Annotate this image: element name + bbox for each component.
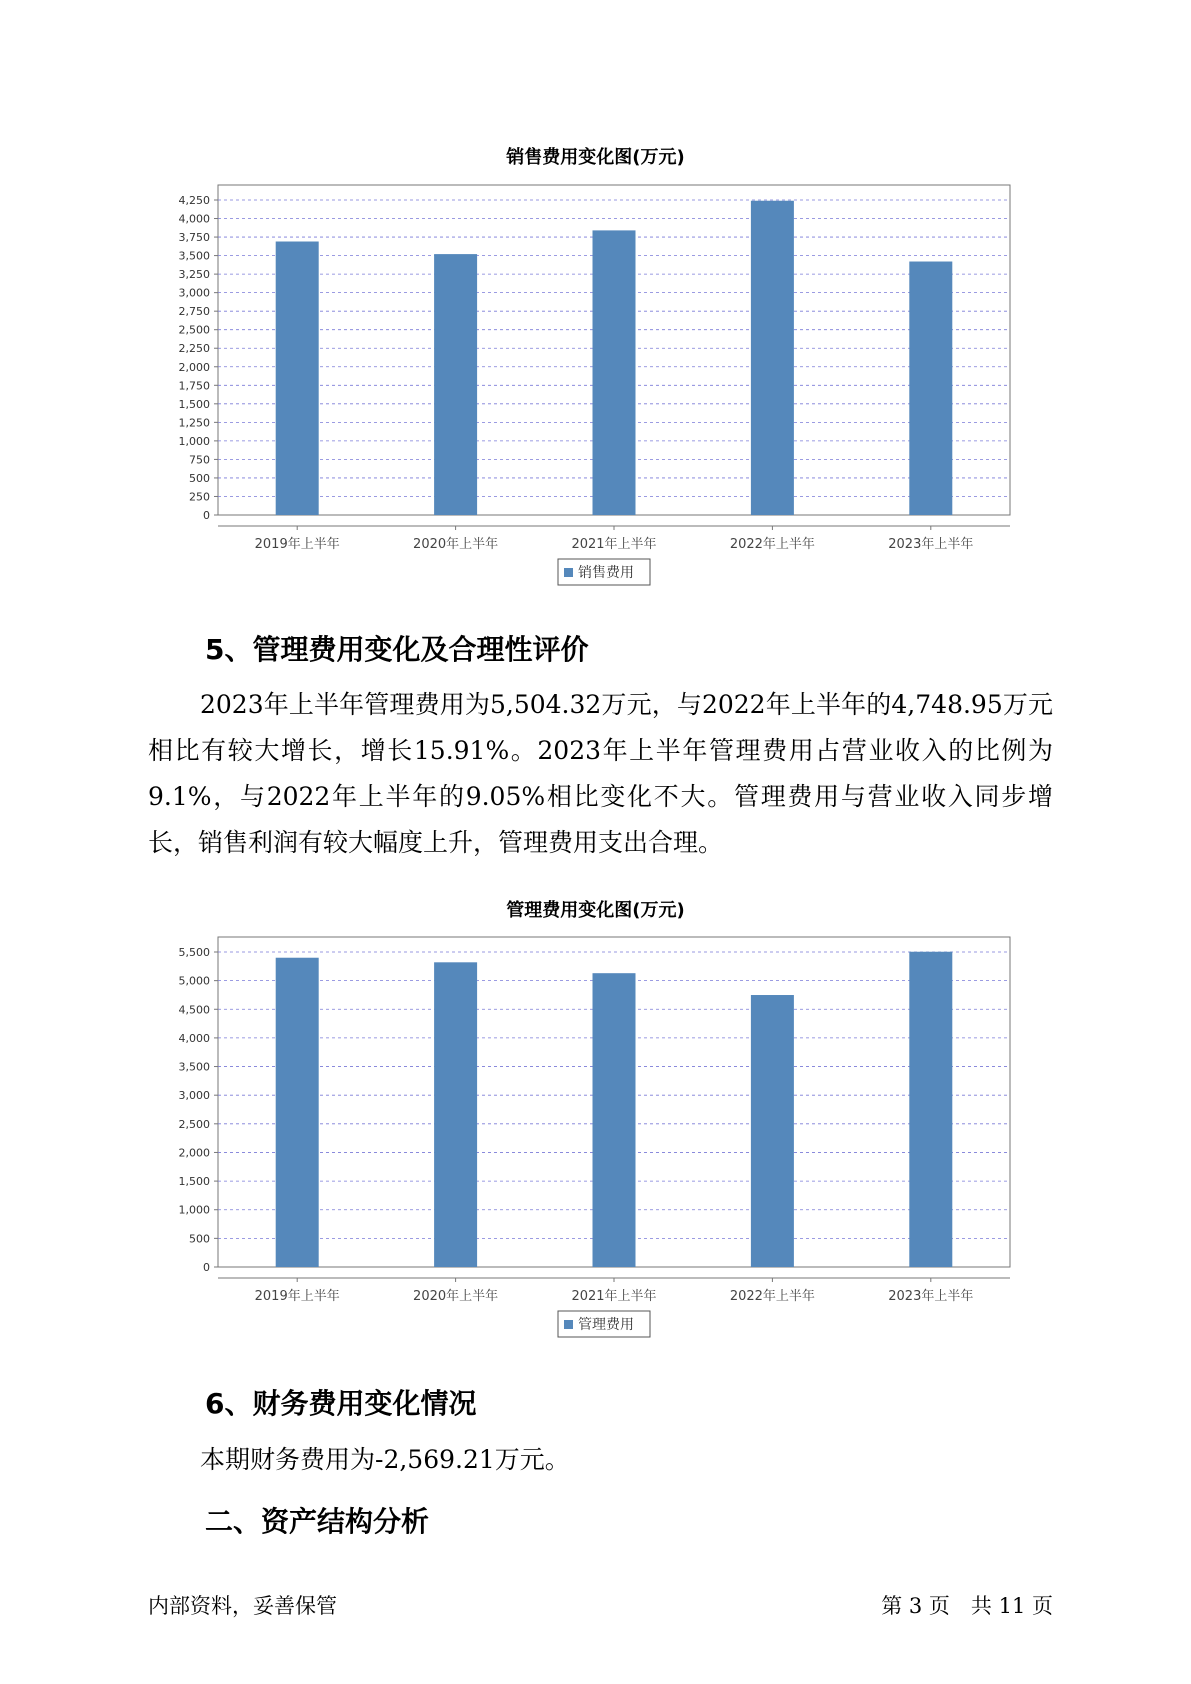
bar-2	[434, 254, 477, 515]
section-6-heading: 6、财务费用变化情况	[205, 1387, 477, 1420]
y-tick-label: 2,750	[178, 305, 210, 319]
y-tick-label: 3,000	[178, 1089, 210, 1103]
y-tick-label: 500	[189, 471, 210, 485]
x-tick-label: 2023年上半年	[888, 1289, 974, 1304]
y-tick-label: 5,500	[178, 946, 210, 959]
y-tick-label: 3,500	[178, 1060, 210, 1074]
y-tick-label: 5,000	[178, 974, 210, 988]
y-tick-label: 250	[189, 490, 210, 504]
legend-label: 销售费用	[578, 565, 634, 581]
x-tick-label: 2020年上半年	[413, 1289, 499, 1304]
section-5-paragraph: 2023年上半年管理费用为5,504.32万元，与2022年上半年的4,748.95万元相比有较大增长，增长15.91%。2023年上半年管理费用占营业收入的比例为9.1%，与2022年上半年的9.05%相比变化不大。管理费用与营业收入同步增长，销售利润有较大幅度上升，管理费用支出合理。	[148, 690, 1053, 857]
y-tick-label: 750	[189, 453, 210, 467]
bar-4	[751, 201, 794, 515]
section-5-heading: 5、管理费用变化及合理性评价	[205, 633, 589, 666]
footer-page-number: 第 3 页 共 11 页	[881, 1594, 1053, 1618]
bar-5	[909, 952, 952, 1267]
y-tick-label: 2,000	[178, 360, 210, 374]
legend-swatch	[564, 1320, 573, 1329]
section-two-heading: 二、资产结构分析	[205, 1505, 430, 1538]
y-tick-label: 2,500	[178, 1117, 210, 1131]
y-tick-label: 1,500	[178, 397, 210, 411]
admin-expense-chart-title: 管理费用变化图(万元)	[506, 900, 685, 921]
bar-1	[276, 958, 319, 1267]
y-tick-label: 4,000	[178, 212, 210, 226]
y-tick-label: 3,000	[178, 286, 210, 300]
bar-3	[593, 230, 636, 515]
admin-expense-chart	[0, 922, 1191, 1342]
x-tick-label: 2022年上半年	[729, 1289, 815, 1304]
y-tick-label: 1,000	[178, 434, 210, 448]
sales-expense-chart	[0, 170, 1191, 590]
bar-2	[434, 962, 477, 1267]
y-tick-label: 2,250	[178, 342, 210, 356]
y-tick-label: 3,750	[178, 231, 210, 245]
legend-swatch	[564, 568, 573, 577]
y-tick-label: 0	[203, 1261, 210, 1274]
y-tick-label: 4,500	[178, 1003, 210, 1017]
bar-4	[751, 995, 794, 1267]
x-tick-label: 2023年上半年	[888, 537, 974, 552]
legend-label: 管理费用	[578, 1317, 634, 1333]
section-6-text: 本期财务费用为-2,569.21万元。	[200, 1445, 570, 1474]
y-tick-label: 4,000	[178, 1031, 210, 1045]
y-tick-label: 500	[189, 1232, 210, 1246]
sales-expense-chart-title: 销售费用变化图(万元)	[506, 147, 685, 168]
y-tick-label: 0	[203, 509, 210, 522]
footer-left: 内部资料，妥善保管	[148, 1594, 337, 1618]
x-tick-label: 2019年上半年	[254, 537, 340, 552]
x-tick-label: 2020年上半年	[413, 537, 499, 552]
y-tick-label: 2,000	[178, 1146, 210, 1160]
y-tick-label: 1,500	[178, 1175, 210, 1189]
x-tick-label: 2021年上半年	[571, 537, 657, 552]
y-tick-label: 3,500	[178, 249, 210, 263]
y-tick-label: 1,750	[178, 379, 210, 393]
x-tick-label: 2019年上半年	[254, 1289, 340, 1304]
y-tick-label: 1,250	[178, 416, 210, 430]
bar-5	[909, 262, 952, 515]
y-tick-label: 3,250	[178, 268, 210, 282]
y-tick-label: 1,000	[178, 1203, 210, 1217]
y-tick-label: 2,500	[178, 323, 210, 337]
bar-3	[593, 973, 636, 1267]
y-tick-label: 4,250	[178, 194, 210, 207]
x-tick-label: 2022年上半年	[729, 537, 815, 552]
bar-1	[276, 242, 319, 515]
x-tick-label: 2021年上半年	[571, 1289, 657, 1304]
